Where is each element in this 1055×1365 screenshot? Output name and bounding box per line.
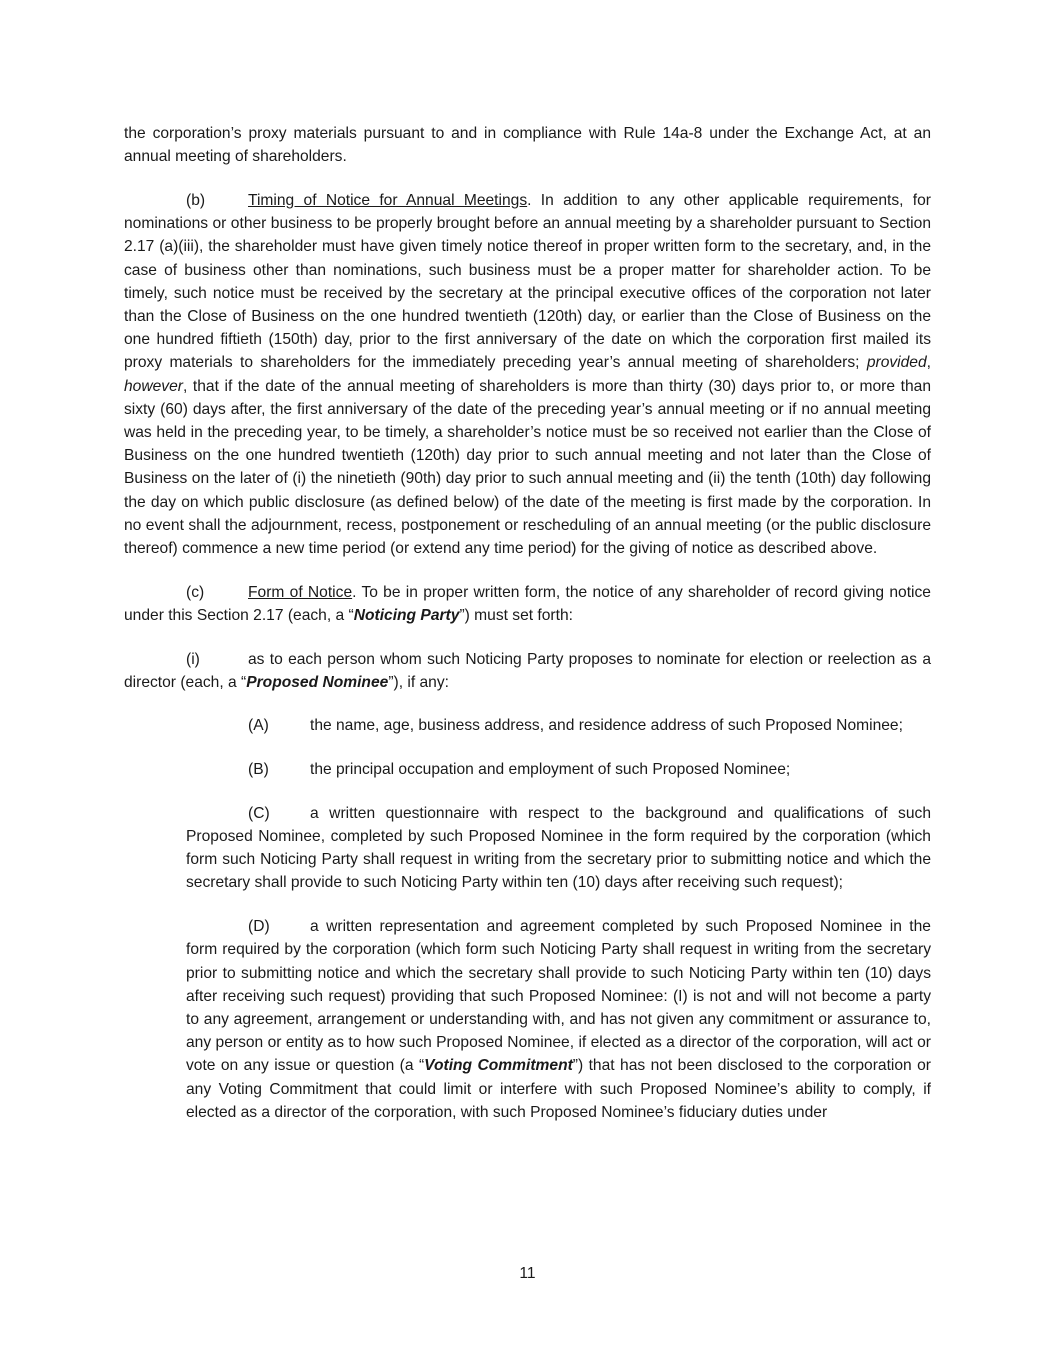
paragraph-B: (B) the principal occupation and employment of such Proposed Nominee; <box>186 758 931 781</box>
defined-term: Noticing Party <box>353 606 460 624</box>
paragraph-continuation: the corporation’s proxy materials pursuant to and in compliance with Rule 14a-8 under the Exchange Act, at an annual meeting of shareholders. <box>124 125 931 166</box>
italic-term: provided <box>866 354 927 372</box>
paragraph-C: (C) a written questionnaire with respect to the background and qualifications of such Proposed Nominee, completed by such Proposed Nominee in the form required by the corporation (which form such Noticing Party shall request in writing from the secretary prior to submitting notice and which the secretary shall provide to such Noticing Party within ten (10) days after receiving such request); <box>186 802 931 895</box>
paragraph-D: (D) a written representation and agreement completed by such Proposed Nominee in the form required by the corporation (which form such Noticing Party shall request in writing from the secretary prior to submitting notice and which the secretary shall provide to such Noticing Party within ten (10) days after receiving such request) providing that such Proposed Nominee: (I) is not and will not become a party to any agreement, arrangement or understanding with, and has not given any commitment or assurance to, any person or entity as to how such Proposed Nominee, if elected as a director of the corporation, will act or vote on any issue or question (a “Voting Commitment”) that has not been disclosed to the corporation or any Voting Commitment that could limit or interfere with such Proposed Nominee’s ability to comply, if elected as a director of the corporation, with such Proposed Nominee’s fiduciary duties under <box>186 915 931 1124</box>
section-label: (A) <box>248 717 269 735</box>
document-page <box>124 122 931 1145</box>
paragraph-b: (b) Timing of Notice for Annual Meetings. In addition to any other applicable requirements, for nominations or other business to be properly brought before an annual meeting by a shareholder pursuant to Section 2.17 (a)(iii), the shareholder must have given timely notice thereof in proper written form to the secretary, and, in the case of business other than nominations, such business must be a proper matter for shareholder action. To be timely, such notice must be received by the secretary at the principal executive offices of the corporation not later than the Close of Business on the one hundred twentieth (120th) day, or earlier than the Close of Business on the one hundred fiftieth (150th) day, prior to the first anniversary of the date on which the corporation first mailed its proxy materials to shareholders for the immediately preceding year’s annual meeting of shareholders; provided, however, that if the date of the annual meeting of shareholders is more than thirty (30) days prior to, or more than sixty (60) days after, the first anniversary of the date of the preceding year’s annual meeting or if no annual meeting was held in the preceding year, to be timely, a shareholder’s notice must be so received not earlier than the Close of Business on the one hundred twentieth (120th) day prior to such annual meeting and not later than the Close of Business on the later of (i) the ninetieth (90th) day prior to such annual meeting and (ii) the tenth (10th) day following the day on which public disclosure (as defined below) of the date of the meeting is first made by the corporation. In no event shall the adjournment, recess, postponement or rescheduling of an annual meeting (or the public disclosure thereof) commence a new time period (or extend any time period) for the giving of notice as described above. <box>124 189 931 560</box>
defined-term: Voting Commitment <box>424 1057 573 1075</box>
section-label: (c) <box>186 583 205 601</box>
page-number: 11 <box>519 1265 536 1282</box>
defined-term: Proposed Nominee <box>246 673 389 691</box>
paragraph-A: (A) the name, age, business address, and residence address of such Proposed Nominee; <box>186 714 931 737</box>
section-heading: Timing of Notice for Annual Meetings <box>248 191 528 209</box>
section-label: (B) <box>248 761 269 779</box>
paragraph-i: (i) as to each person whom such Noticing Party proposes to nominate for election or reelection as a director (each, a “Proposed Nominee”), if any: <box>124 648 931 694</box>
paragraph-c: (c) Form of Notice. To be in proper written form, the notice of any shareholder of record giving notice under this Section 2.17 (each, a “Noticing Party”) must set forth: <box>124 581 931 627</box>
italic-term: however <box>124 377 183 395</box>
section-label: (b) <box>186 191 206 209</box>
section-label: (i) <box>186 650 200 668</box>
section-heading: Form of Notice <box>248 583 353 601</box>
section-label: (D) <box>248 918 270 936</box>
section-label: (C) <box>248 804 270 822</box>
